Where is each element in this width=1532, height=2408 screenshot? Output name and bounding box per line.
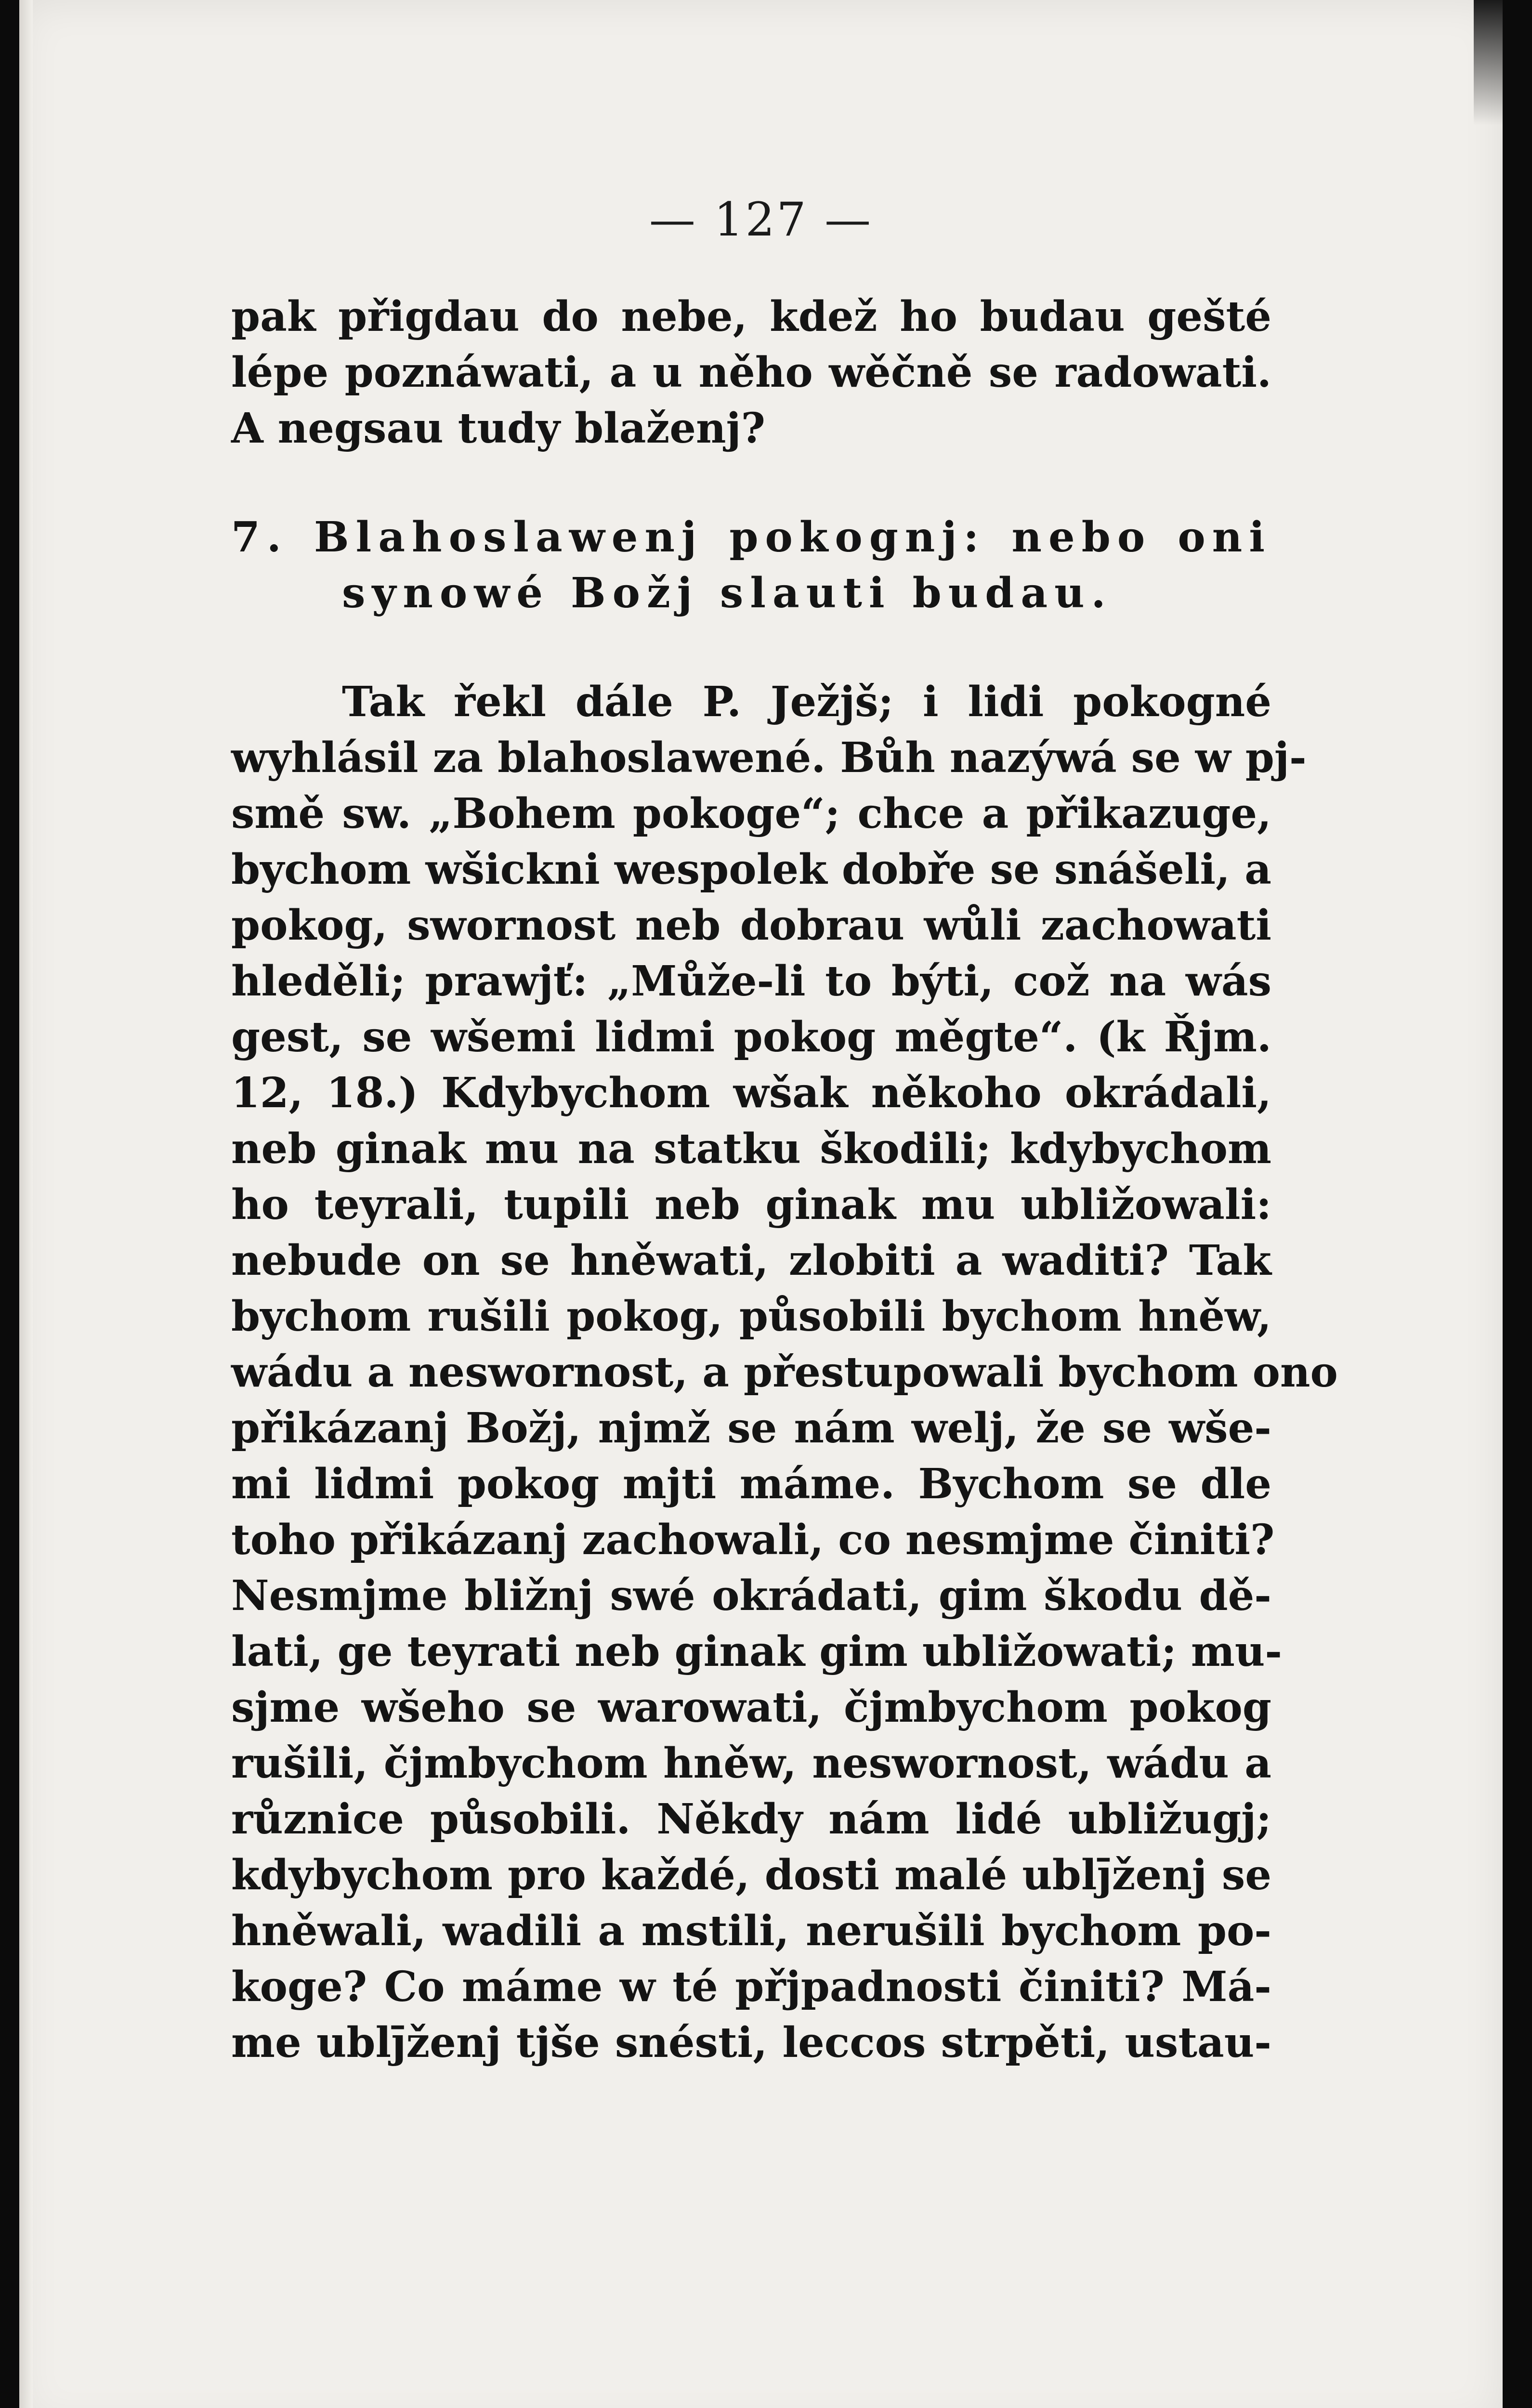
text-line: Tak řekl dále P. Ježjš; i lidi pokogné [342, 678, 1271, 726]
text-line: rušili, čjmbychom hněw, neswornost, wádu a [231, 1739, 1271, 1788]
text-line: mi lidmi pokog mjti máme. Bychom se dle [231, 1460, 1271, 1508]
text-line: ho teyrali, tupili neb ginak mu ubližowali: [231, 1180, 1271, 1229]
text-line: pokog, swornost neb dobrau wůli zachowati [231, 901, 1271, 950]
text-line: A negsau tudy blaženj? [231, 404, 766, 453]
page-edge-shadow [1474, 0, 1503, 125]
text-line: pak přigdau do nebe, kdež ho budau gešté [231, 292, 1271, 341]
text-line: lati, ge teyrati neb ginak gim ubližowati; mu- [231, 1627, 1283, 1676]
text-line: bychom wšickni wespolek dobře se snášeli, a [231, 845, 1271, 894]
text-line: lépe poznáwati, a u něho wěčně se radowati. [231, 348, 1271, 397]
verse-heading-line: 7. Blahoslawenj pokognj: nebo oni [231, 513, 1271, 562]
text-line: me ublj̄ženj tjše snésti, leccos strpěti, ustau- [231, 2018, 1271, 2067]
text-line: 12, 18.) Kdybychom wšak někoho okrádali, [231, 1069, 1271, 1117]
text-line: koge? Co máme w té přjpadnosti činiti? Má- [231, 1963, 1271, 2011]
paragraph-gap [231, 621, 1271, 674]
text-line: gest, se wšemi lidmi pokog měgte“. (k Řjm. [231, 1013, 1271, 1061]
text-line: smě sw. „Bohem pokoge“; chce a přikazuge, [231, 789, 1271, 838]
text-line: sjme wšeho se warowati, čjmbychom pokog [231, 1683, 1271, 1732]
text-line: neb ginak mu na statku škodili; kdybychom [231, 1125, 1271, 1173]
paragraph-gap [231, 457, 1271, 510]
text-line: hleděli; prawjť: „Může-li to býti, což na wás [231, 957, 1271, 1006]
page-text [231, 289, 1338, 2071]
text-line: toho přikázanj zachowali, co nesmjme činiti? [231, 1516, 1275, 1564]
text-line: wyhlásil za blahoslawené. Bůh nazýwá se w pj- [231, 733, 1307, 782]
text-line: bychom rušili pokog, působili bychom hněw, [231, 1292, 1271, 1341]
text-line: wádu a neswornost, a přestupowali bychom ono [231, 1348, 1338, 1397]
book-page [19, 0, 1503, 2408]
text-line: hněwali, wadili a mstili, nerušili bychom po- [231, 1907, 1271, 1955]
verse-heading-line: synowé Božj slauti budau. [342, 569, 1113, 617]
text-line: nebude on se hněwati, zlobiti a waditi? Tak [231, 1236, 1271, 1285]
page-number: — 127 — [649, 193, 873, 247]
text-line: kdybychom pro každé, dosti malé ublj̄ženj se [231, 1851, 1271, 1899]
text-line: různice působili. Někdy nám lidé ubližugj; [231, 1795, 1271, 1844]
text-line: přikázanj Božj, njmž se nám welj, že se wše- [231, 1404, 1271, 1453]
text-line: Nesmjme bližnj swé okrádati, gim škodu dě- [231, 1571, 1271, 1620]
